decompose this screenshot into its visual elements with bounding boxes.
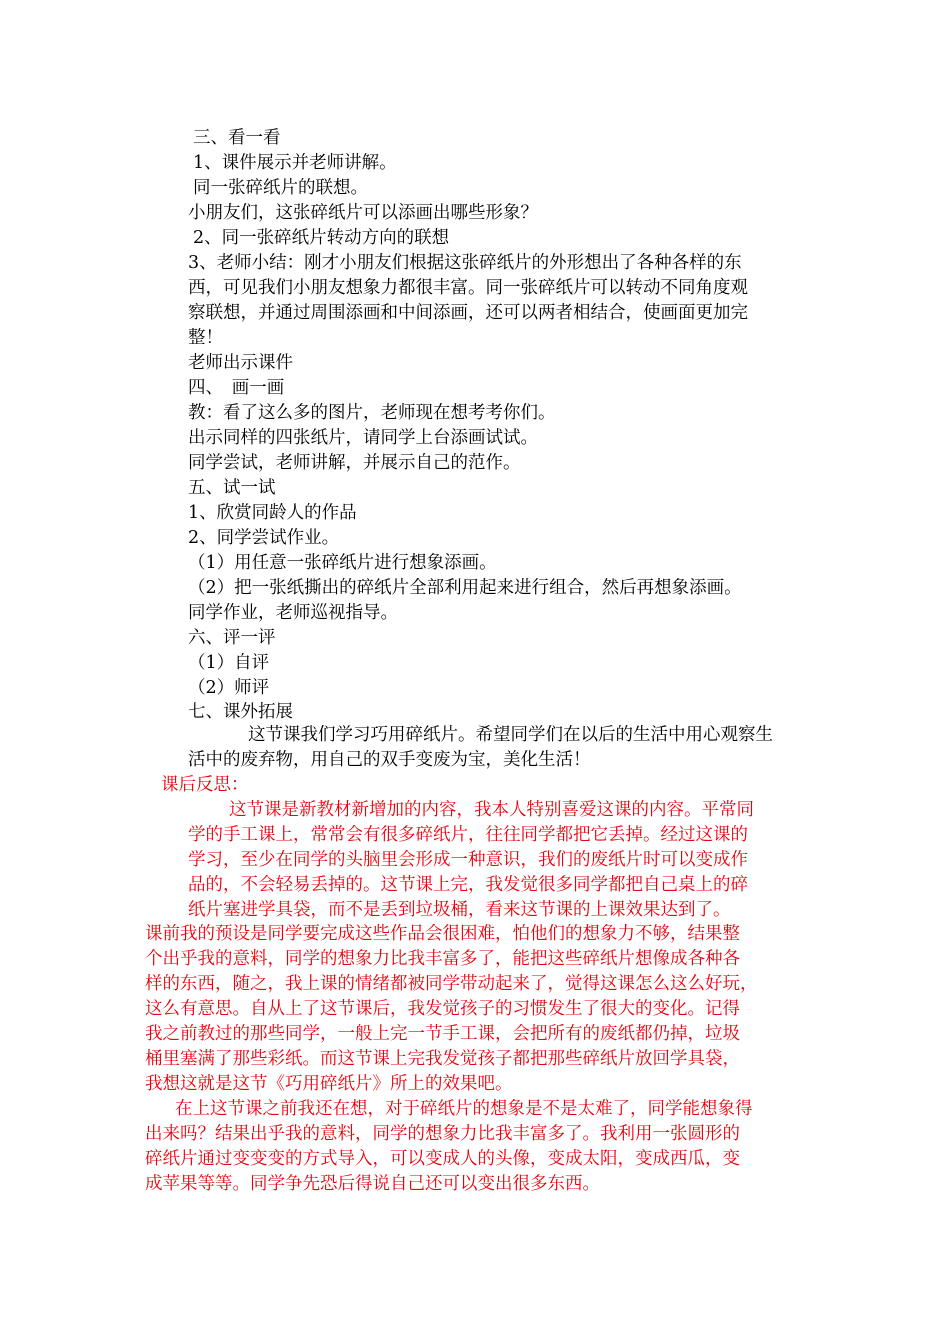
lesson-line: 活中的废弃物，用自己的双手变废为宝，美化生活！ <box>188 750 591 770</box>
reflection-line: 桶里塞满了那些彩纸。而这节课上完我发觉孩子都把那些碎纸片放回学具袋， <box>145 1049 740 1069</box>
lesson-line: 2、同学尝试作业。 <box>188 528 340 548</box>
reflection-line: 我想这就是这节《巧用碎纸片》所上的效果吧。 <box>145 1074 513 1094</box>
lesson-line: 教：看了这么多的图片，老师现在想考考你们。 <box>188 403 556 423</box>
lesson-line: 3、老师小结：刚才小朋友们根据这张碎纸片的外形想出了各种各样的东 <box>188 253 742 273</box>
reflection-line: 学习，至少在同学的头脑里会形成一种意识，我们的废纸片时可以变成作 <box>188 850 748 870</box>
lesson-line: 同学作业，老师巡视指导。 <box>188 603 398 623</box>
heading-look: 三、看一看 <box>193 128 281 148</box>
reflection-line: 个出乎我的意料，同学的想象力比我丰富多了，能把这些碎纸片想像成各种各 <box>145 949 740 969</box>
lesson-line: 西，可见我们小朋友想象力都很丰富。同一张碎纸片可以转动不同角度观 <box>188 278 748 298</box>
lesson-line: 察联想，并通过周围添画和中间添画，还可以两者相结合，使画面更加完 <box>188 303 748 323</box>
lesson-line: 小朋友们，这张碎纸片可以添画出哪些形象？ <box>188 203 538 223</box>
heading-extension: 七、课外拓展 <box>188 702 293 722</box>
reflection-title: 课后反思： <box>161 775 249 795</box>
lesson-line: （1）自评 <box>188 653 270 673</box>
reflection-line: 碎纸片通过变变变的方式导入，可以变成人的头像，变成太阳，变成西瓜，变 <box>145 1149 740 1169</box>
reflection-line: 学的手工课上，常常会有很多碎纸片，往往同学都把它丢掉。经过这课的 <box>188 825 748 845</box>
reflection-line: 样的东西，随之，我上课的情绪都被同学带动起来了，觉得这课怎么这么好玩， <box>145 974 758 994</box>
reflection-line: 这节课是新教材新增加的内容，我本人特别喜爱这课的内容。平常同 <box>229 800 754 820</box>
lesson-line: 老师出示课件 <box>188 353 293 373</box>
reflection-line: 课前我的预设是同学要完成这些作品会很困难，怕他们的想象力不够，结果整 <box>145 924 740 944</box>
lesson-line: 出示同样的四张纸片，请同学上台添画试试。 <box>188 428 538 448</box>
heading-draw: 四、 画一画 <box>188 378 285 398</box>
lesson-line: 这节课我们学习巧用碎纸片。希望同学们在以后的生活中用心观察生 <box>248 725 773 745</box>
heading-evaluate: 六、评一评 <box>188 628 276 648</box>
reflection-line: 品的，不会轻易丢掉的。这节课上完，我发觉很多同学都把自己桌上的碎 <box>188 875 748 895</box>
lesson-line: （1）用任意一张碎纸片进行想象添画。 <box>188 553 497 573</box>
lesson-line: 1、课件展示并老师讲解。 <box>193 153 397 173</box>
reflection-line: 这么有意思。自从上了这节课后，我发觉孩子的习惯发生了很大的变化。记得 <box>145 999 740 1019</box>
reflection-line: 我之前教过的那些同学，一般上完一节手工课，会把所有的废纸都仍掉，垃圾 <box>145 1024 740 1044</box>
lesson-line: 2、同一张碎纸片转动方向的联想 <box>193 228 450 248</box>
lesson-line: 同学尝试，老师讲解，并展示自己的范作。 <box>188 453 521 473</box>
reflection-line: 出来吗？结果出乎我的意料，同学的想象力比我丰富多了。我利用一张圆形的 <box>145 1124 740 1144</box>
lesson-line: （2）师评 <box>188 678 270 698</box>
reflection-line: 成苹果等等。同学争先恐后得说自己还可以变出很多东西。 <box>145 1174 600 1194</box>
reflection-line: 在上这节课之前我还在想，对于碎纸片的想象是不是太难了，同学能想象得 <box>175 1099 753 1119</box>
reflection-line: 纸片塞进学具袋，而不是丢到垃圾桶，看来这节课的上课效果达到了。 <box>188 900 731 920</box>
lesson-line: 1、欣赏同龄人的作品 <box>188 503 357 523</box>
lesson-line: 同一张碎纸片的联想。 <box>193 178 368 198</box>
lesson-line: （2）把一张纸撕出的碎纸片全部利用起来进行组合，然后再想象添画。 <box>188 578 742 598</box>
lesson-line: 整！ <box>188 328 223 348</box>
heading-try: 五、试一试 <box>188 478 276 498</box>
